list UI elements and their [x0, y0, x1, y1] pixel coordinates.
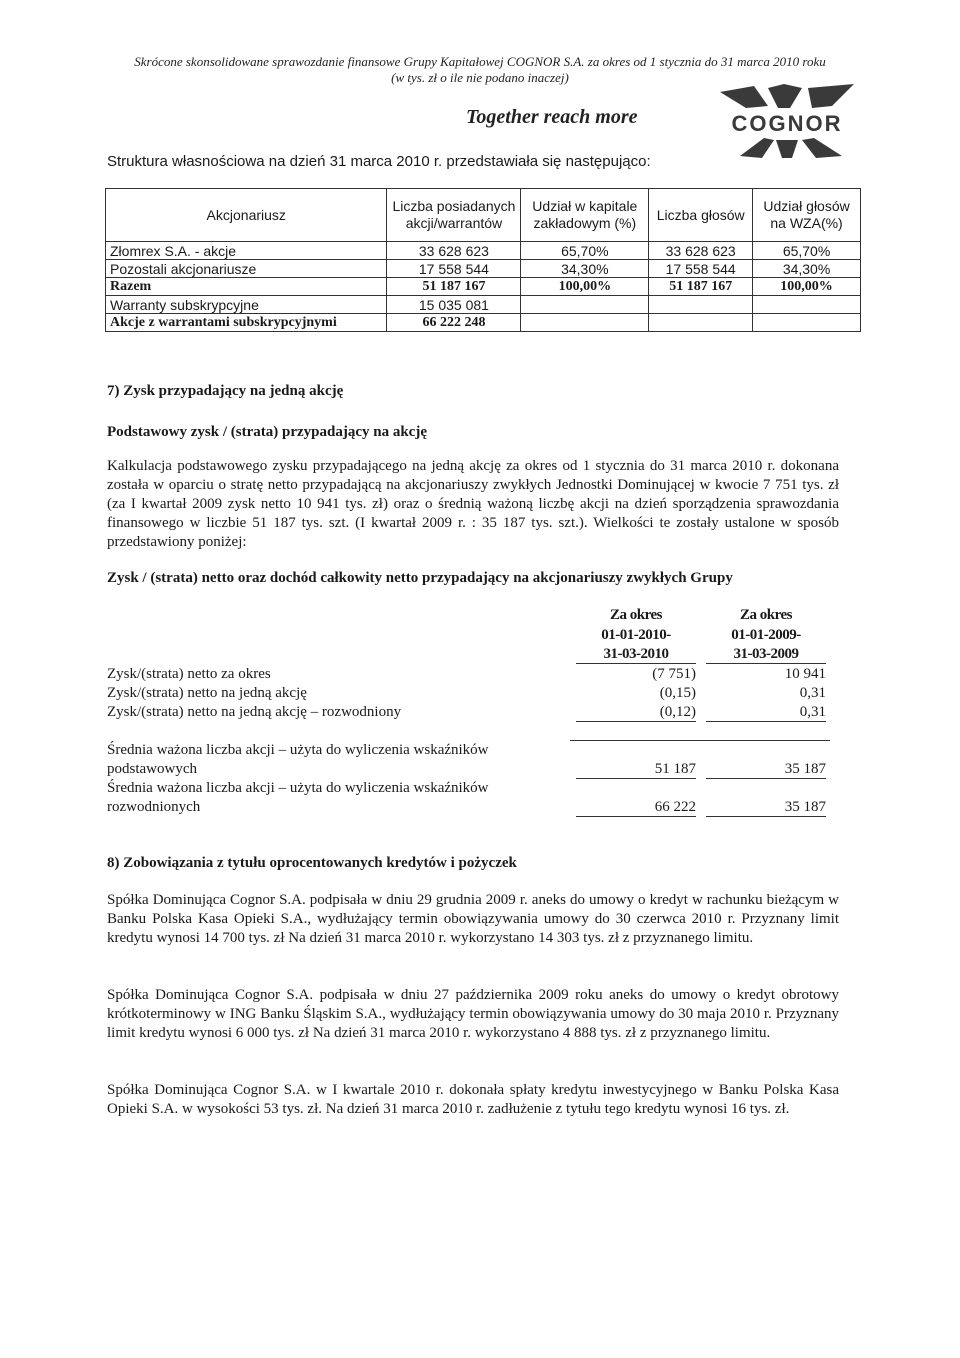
cognor-logo: [712, 82, 862, 162]
avg-shares-label-cont: rozwodnionych: [107, 799, 201, 815]
eps-row-value-2010: (0,12): [576, 704, 696, 722]
table-cell: 100,00%: [753, 278, 861, 296]
eps-row-label: Zysk/(strata) netto na jedną akcję – rozwodniony: [107, 704, 402, 720]
table-cell: 17 558 544: [387, 260, 521, 278]
document-subheader: (w tys. zł o ile nie podano inaczej): [391, 70, 569, 85]
table-cell: 51 187 167: [649, 278, 753, 296]
table-cell: 33 628 623: [387, 242, 521, 260]
avg-shares-label: Średnia ważona liczba akcji – użyta do wyliczenia wskaźników: [107, 780, 489, 796]
table-cell: 34,30%: [753, 260, 861, 278]
table-cell: [649, 314, 753, 332]
slogan: Together reach more: [466, 106, 638, 128]
ownership-intro: Struktura własnościowa na dzień 31 marca 2010 r. przedstawiała się następująco:: [107, 153, 651, 170]
avg-shares-value-2009: 35 187: [706, 761, 826, 779]
eps-row-label: Zysk/(strata) netto na jedną akcję: [107, 685, 307, 701]
table-cell: Razem: [106, 278, 387, 296]
table-cell: [521, 314, 649, 332]
table-cell: 65,70%: [521, 242, 649, 260]
section-8-paragraph-1: Spółka Dominująca Cognor S.A. podpisała w dniu 29 grudnia 2009 r. aneks do umowy o kredyt w rachunku bieżącym w Banku Polska Kasa Opieki S.A., wydłużający termin obowiązywania umowy do 30 czerwca 2010 r. Przyznany limit kredytu wynosi 14 700 tys. zł Na dzień 31 marca 2010 r. wykorzystano 14 303 tys. zł z przyznanego limitu.: [107, 892, 839, 946]
period-2009-header-3: 31-03-2009: [706, 646, 826, 664]
eps-row-label: Zysk/(strata) netto za okres: [107, 666, 271, 682]
table-cell: 15 035 081: [387, 296, 521, 314]
period-2009-header-1: Za okres: [740, 607, 792, 623]
table-cell: [521, 296, 649, 314]
column-header: Udział głosów na WZA(%): [753, 189, 861, 242]
table-cell: 33 628 623: [649, 242, 753, 260]
avg-shares-value-2009: 35 187: [706, 799, 826, 817]
section-8-paragraph-3: Spółka Dominująca Cognor S.A. w I kwartale 2010 r. dokonała spłaty kredytu inwestycyjnego w Banku Polska Kasa Opieki S.A. w wysokości 53 tys. zł. Na dzień 31 marca 2010 r. zadłużenie z tytułu tego kredytu wynosi 16 tys. zł.: [107, 1082, 839, 1117]
period-2010-header-3: 31-03-2010: [576, 646, 696, 664]
eps-table-title: Zysk / (strata) netto oraz dochód całkowity netto przypadający na akcjonariuszy zwykłych Grupy: [107, 570, 733, 586]
table-cell: 34,30%: [521, 260, 649, 278]
table-row: [106, 260, 861, 278]
table-row: [106, 296, 861, 314]
ownership-table: [105, 188, 861, 332]
eps-row-value-2009: 10 941: [784, 666, 826, 682]
avg-shares-label-cont: podstawowych: [107, 761, 197, 777]
table-total-row: [106, 278, 861, 296]
period-2010-header-2: 01-01-2010-: [601, 627, 671, 643]
section-7-paragraph: Kalkulacja podstawowego zysku przypadającego na jedną akcję za okres od 1 stycznia do 31 marca 2010 r. dokonana została w oparciu o stratę netto przypadającą na akcjonariuszy zwykłych Jednostki Dominującej w kwocie 7 751 tys. zł (za I kwartał 2009 zysk netto 10 941 tys. zł) oraz o średnią ważoną liczbę akcji na dzień sporządzenia sprawozdania finansowego w liczbie 51 187 tys. szt. (I kwartał 2009 r. : 35 187 tys. szt.). Wielkości te zostały ustalone w sposób przedstawiony poniżej:: [107, 458, 839, 550]
avg-shares-value-2010: 66 222: [576, 799, 696, 817]
table-cell: [753, 296, 861, 314]
document-header: Skrócone skonsolidowane sprawozdanie finansowe Grupy Kapitałowej COGNOR S.A. za okres od 1 stycznia do 31 marca 2010 roku: [134, 54, 826, 69]
table-cell: 17 558 544: [649, 260, 753, 278]
table-cell: 51 187 167: [387, 278, 521, 296]
eps-row-value-2010: (0,15): [659, 685, 696, 701]
section-7-title: 7) Zysk przypadający na jedną akcję: [107, 383, 344, 399]
table-cell: 66 222 248: [387, 314, 521, 332]
table-cell: Złomrex S.A. - akcje: [106, 242, 387, 260]
eps-row-value-2009: 0,31: [799, 685, 826, 701]
section-7-subtitle: Podstawowy zysk / (strata) przypadający na akcję: [107, 424, 427, 440]
period-2010-header-1: Za okres: [610, 607, 662, 623]
column-header: Udział w kapitale zakładowym (%): [521, 189, 649, 242]
table-row: [106, 242, 861, 260]
logo-text: COGNOR: [731, 111, 843, 136]
table-header-row: [106, 189, 861, 242]
period-2009-header-2: 01-01-2009-: [731, 627, 801, 643]
column-header: Akcjonariusz: [106, 189, 387, 242]
eps-row-value-2009: 0,31: [706, 704, 826, 722]
table-cell: [753, 314, 861, 332]
divider-line: [570, 740, 830, 741]
column-header: Liczba głosów: [649, 189, 753, 242]
avg-shares-value-2010: 51 187: [576, 761, 696, 779]
table-row: [106, 314, 861, 332]
table-cell: 65,70%: [753, 242, 861, 260]
avg-shares-label: Średnia ważona liczba akcji – użyta do wyliczenia wskaźników: [107, 742, 489, 758]
column-header: Liczba posiadanych akcji/warrantów: [387, 189, 521, 242]
eps-row-value-2010: (7 751): [652, 666, 696, 682]
table-cell: Warranty subskrypcyjne: [106, 296, 387, 314]
table-cell: Akcje z warrantami subskrypcyjnymi: [106, 314, 387, 332]
table-cell: [649, 296, 753, 314]
table-cell: 100,00%: [521, 278, 649, 296]
table-cell: Pozostali akcjonariusze: [106, 260, 387, 278]
section-8-paragraph-2: Spółka Dominująca Cognor S.A. podpisała w dniu 27 października 2009 roku aneks do umowy o kredyt obrotowy krótkoterminowy w ING Banku Śląskim S.A., wydłużający termin obowiązywania umowy do 30 maja 2010 r. Przyznany limit kredytu wynosi 6 000 tys. zł Na dzień 31 marca 2010 r. wykorzystano 4 888 tys. zł z przyznanego limitu.: [107, 987, 839, 1041]
section-8-title: 8) Zobowiązania z tytułu oprocentowanych kredytów i pożyczek: [107, 855, 517, 871]
